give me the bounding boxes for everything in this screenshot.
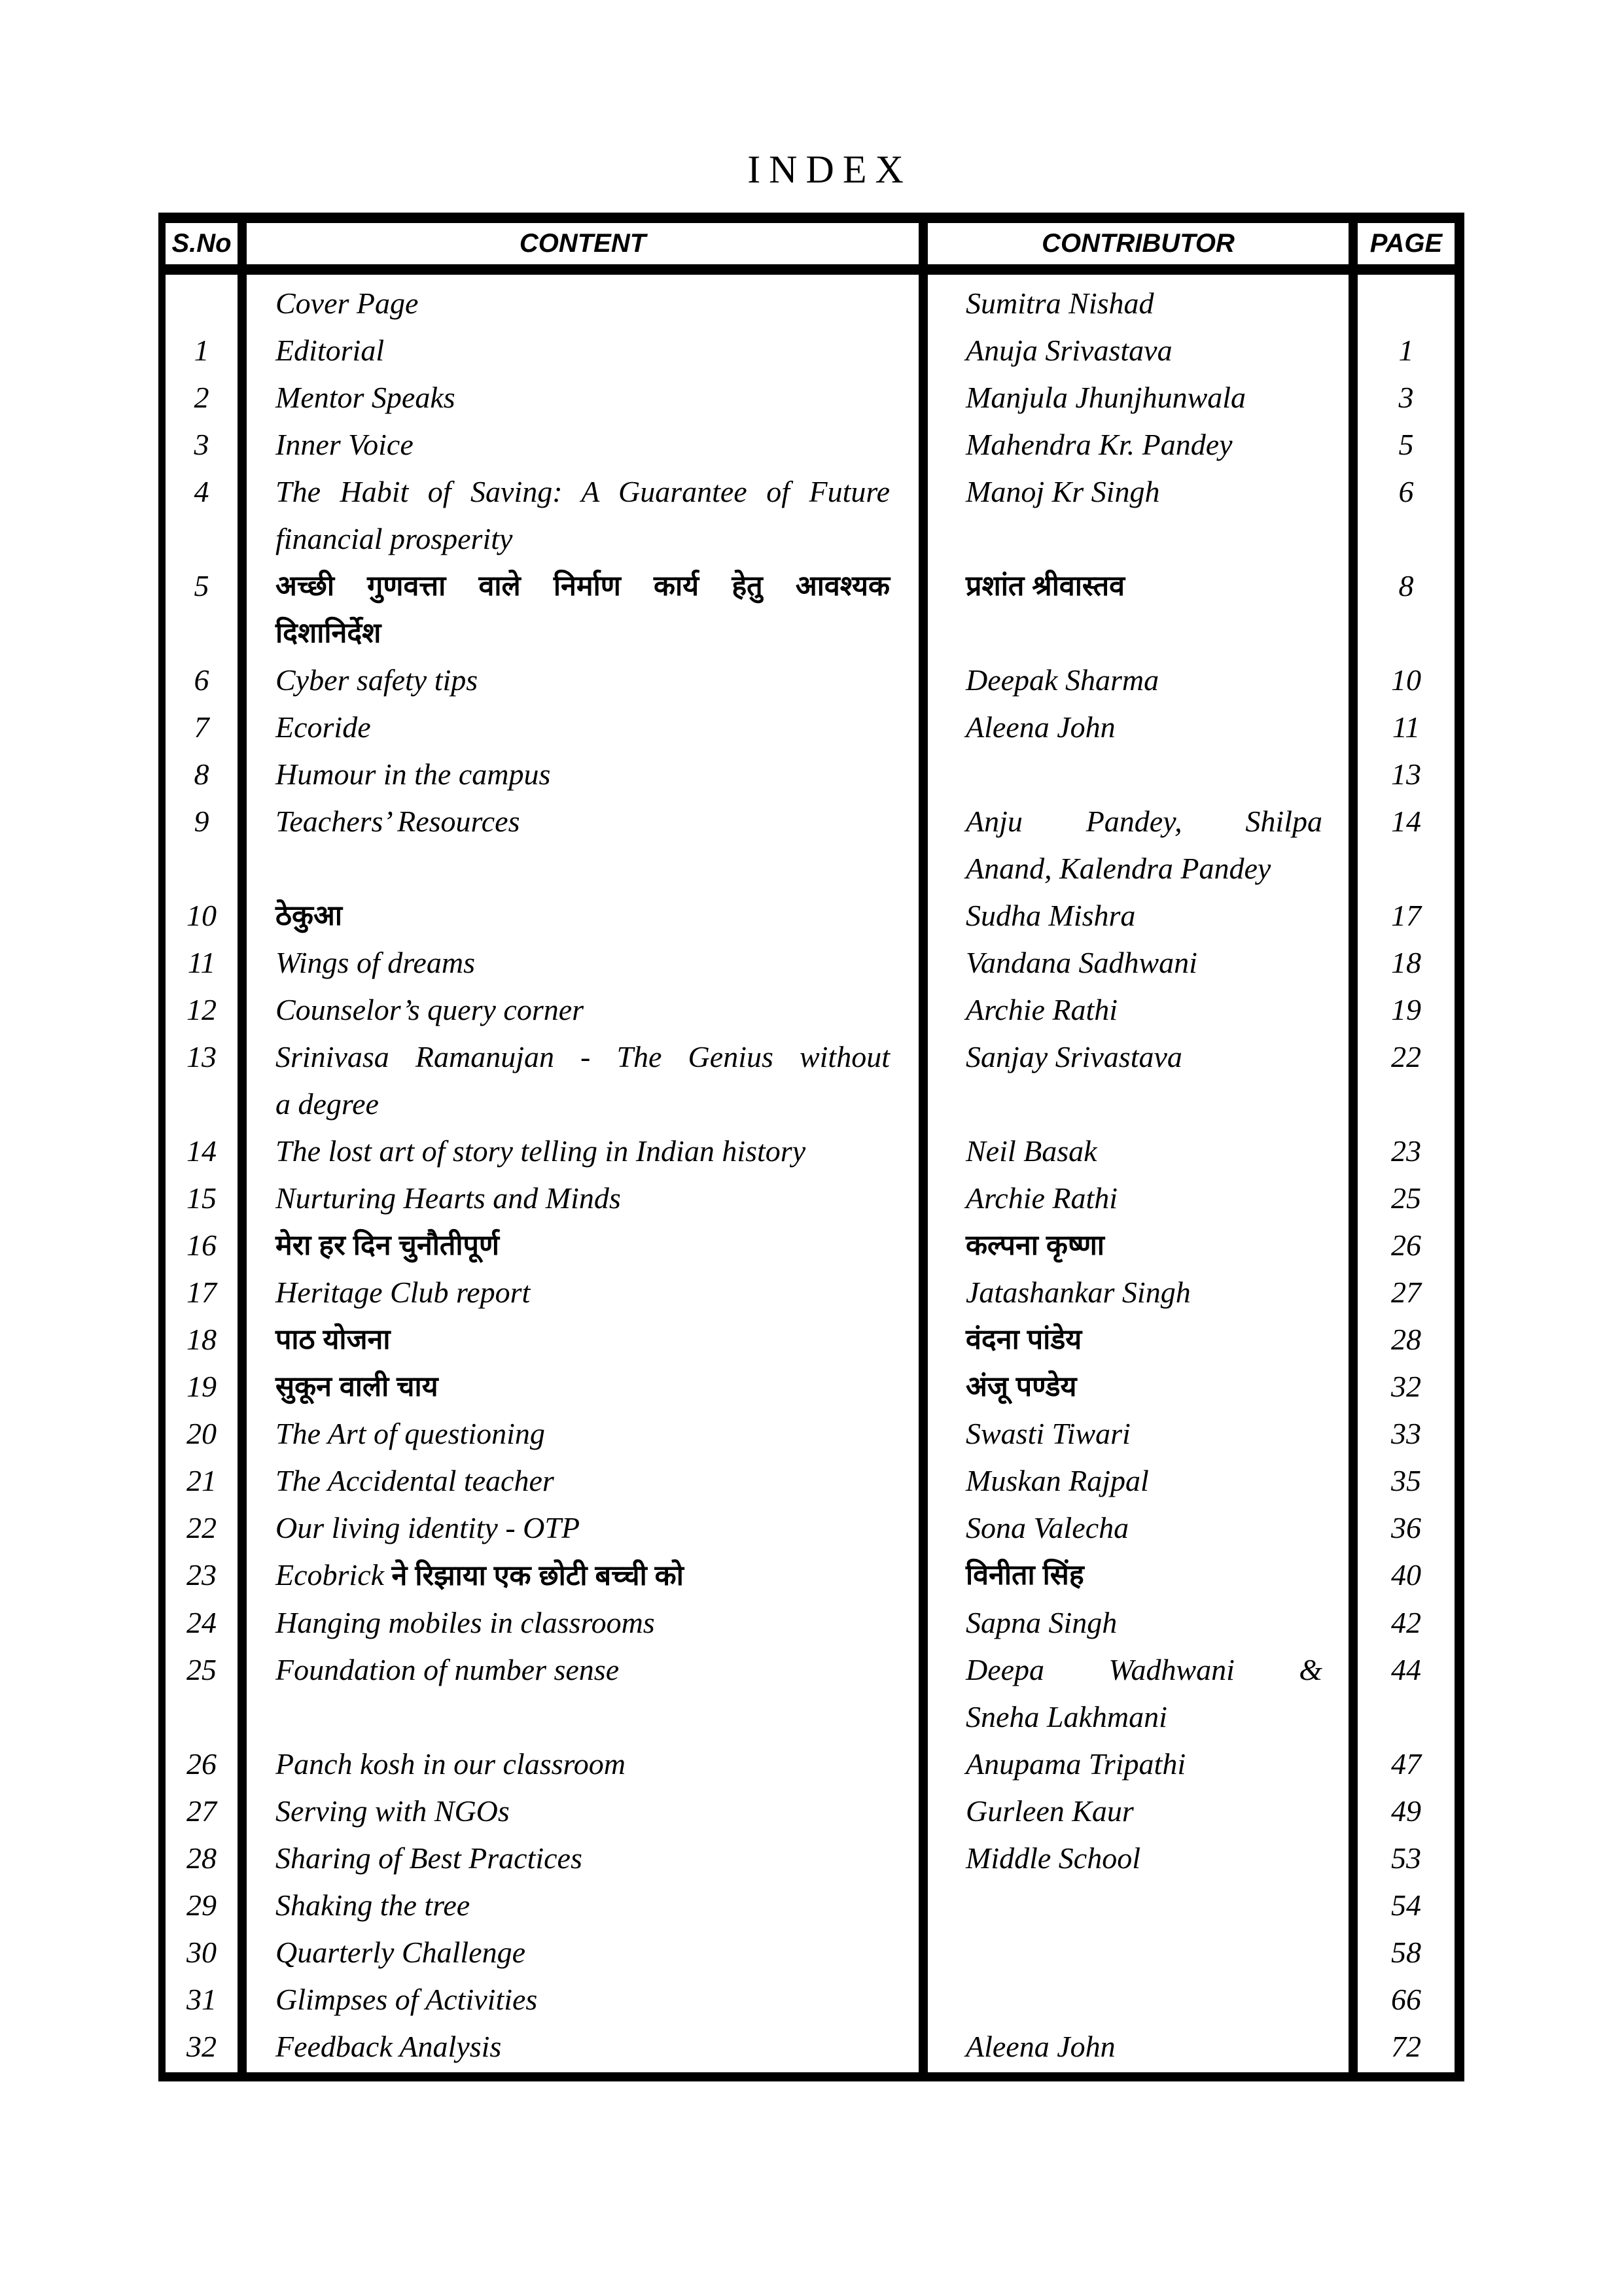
cell-content <box>247 1788 919 1835</box>
cell-content <box>247 1976 919 2023</box>
table-row <box>166 704 1455 751</box>
cell-page-number: 27 <box>1391 1276 1421 1309</box>
cell-contributor <box>928 939 1349 986</box>
text-line: Gurleen Kaur <box>966 1794 1134 1828</box>
text-line: Anju Pandey, Shilpa <box>966 805 1322 838</box>
cell-contributor <box>928 2023 1349 2070</box>
table-row <box>166 1882 1455 1929</box>
text-line: a degree <box>275 1087 379 1121</box>
cell-page-number: 26 <box>1391 1228 1421 1262</box>
cell-page-number: 35 <box>1391 1464 1421 1497</box>
text-line: Humour in the campus <box>275 757 551 791</box>
cell-contributor <box>928 280 1349 327</box>
cell-serial-number: 9 <box>194 805 209 838</box>
cell-contributor <box>928 1316 1349 1363</box>
cell-contributor <box>928 1741 1349 1788</box>
text-line: Nurturing Hearts and Minds <box>275 1181 621 1215</box>
text-line: Anuja Srivastava <box>966 334 1173 367</box>
cell-page-number: 44 <box>1391 1653 1421 1686</box>
cell-page-number: 18 <box>1391 946 1421 979</box>
text-line: The Art of questioning <box>275 1417 545 1450</box>
cell-contributor <box>928 1929 1349 1976</box>
column-divider <box>238 223 247 2072</box>
cell-page-number: 66 <box>1391 1983 1421 2016</box>
cell-serial-number: 10 <box>186 899 217 932</box>
text-line: Swasti Tiwari <box>966 1417 1131 1450</box>
text-line: Jatashankar Singh <box>966 1276 1191 1309</box>
cell-contributor <box>928 1976 1349 2023</box>
table-row <box>166 563 1455 657</box>
table-row <box>166 1505 1455 1552</box>
text-line: The Habit of Saving: A Guarantee of Future <box>275 475 890 508</box>
cell-contributor <box>928 421 1349 468</box>
cell-page-number: 23 <box>1391 1134 1421 1168</box>
cell-page-number: 40 <box>1391 1558 1421 1592</box>
cell-contributor <box>928 1034 1349 1128</box>
text-line: Cyber safety tips <box>275 663 478 697</box>
cell-contributor <box>928 1175 1349 1222</box>
text-line <box>275 1552 890 1599</box>
text-line: Srinivasa Ramanujan - The Genius without <box>275 1040 890 1073</box>
text-line: Heritage Club report <box>275 1276 531 1309</box>
cell-page-number: 1 <box>1398 334 1414 367</box>
cell-serial-number: 15 <box>186 1181 217 1215</box>
text-line: वंदना पांडेय <box>966 1324 1082 1355</box>
cell-page-number: 36 <box>1391 1511 1421 1544</box>
cell-page-number <box>1358 280 1455 327</box>
text-line: कल्पना कृष्णा <box>966 1230 1104 1261</box>
cell-serial-number <box>166 280 238 327</box>
cell-content <box>247 1646 919 1741</box>
cell-contributor <box>928 1222 1349 1269</box>
table-row <box>166 1976 1455 2023</box>
table-row <box>166 280 1455 327</box>
text-line: The Accidental teacher <box>275 1464 554 1497</box>
cell-serial-number: 28 <box>186 1841 217 1875</box>
table-row <box>166 1316 1455 1363</box>
cell-content <box>247 892 919 939</box>
table-row <box>166 798 1455 892</box>
cell-contributor <box>928 1410 1349 1457</box>
text-line: Feedback Analysis <box>275 2030 502 2063</box>
text-line: प्रशांत श्रीवास्तव <box>966 570 1125 602</box>
column-divider <box>919 223 928 2072</box>
text-line: Hanging mobiles in classrooms <box>275 1606 655 1639</box>
latin-text-segment: Ecobrick <box>275 1558 392 1592</box>
cell-content <box>247 704 919 751</box>
cell-content <box>247 280 919 327</box>
table-row <box>166 1410 1455 1457</box>
cell-page-number: 14 <box>1391 805 1421 838</box>
cell-content <box>247 563 919 657</box>
text-line: Sneha Lakhmani <box>966 1700 1167 1733</box>
header-content: CONTENT <box>519 229 646 258</box>
header-sno: S.No <box>171 229 232 258</box>
text-line: Our living identity - OTP <box>275 1511 580 1544</box>
cell-content <box>247 1741 919 1788</box>
text-line: Vandana Sadhwani <box>966 946 1197 979</box>
cell-contributor <box>928 1552 1349 1599</box>
cell-contributor <box>928 751 1349 798</box>
text-line: Sona Valecha <box>966 1511 1129 1544</box>
cell-serial-number: 26 <box>186 1747 217 1781</box>
cell-page-number: 19 <box>1391 993 1421 1026</box>
text-line: Glimpses of Activities <box>275 1983 538 2016</box>
cell-serial-number: 1 <box>194 334 209 367</box>
text-line: Serving with NGOs <box>275 1794 510 1828</box>
cell-content <box>247 327 919 374</box>
text-line: Sudha Mishra <box>966 899 1136 932</box>
text-line: Foundation of number sense <box>275 1653 620 1686</box>
cell-page-number: 54 <box>1391 1888 1421 1922</box>
cell-content <box>247 1128 919 1175</box>
table-row <box>166 1269 1455 1316</box>
cell-contributor <box>928 986 1349 1034</box>
cell-content <box>247 1222 919 1269</box>
text-line: Deepak Sharma <box>966 663 1159 697</box>
text-line: पाठ योजना <box>275 1324 391 1355</box>
table-row <box>166 751 1455 798</box>
cell-content <box>247 798 919 892</box>
cell-page-number: 17 <box>1391 899 1421 932</box>
text-line: विनीता सिंह <box>966 1559 1084 1591</box>
cell-content <box>247 421 919 468</box>
cell-serial-number: 2 <box>194 381 209 414</box>
cell-serial-number: 6 <box>194 663 209 697</box>
table-row <box>166 1646 1455 1741</box>
cell-contributor <box>928 1882 1349 1929</box>
table-row <box>166 1128 1455 1175</box>
cell-content <box>247 1175 919 1222</box>
cell-content <box>247 1316 919 1363</box>
cell-serial-number: 18 <box>186 1323 217 1356</box>
table-row <box>166 1599 1455 1646</box>
cell-page-number: 33 <box>1391 1417 1421 1450</box>
cell-serial-number: 13 <box>186 1040 217 1073</box>
cell-contributor <box>928 1646 1349 1741</box>
cell-contributor <box>928 1835 1349 1882</box>
cell-contributor <box>928 1505 1349 1552</box>
cell-content <box>247 1835 919 1882</box>
cell-content <box>247 2023 919 2070</box>
cell-serial-number: 11 <box>187 946 216 979</box>
text-line: Anupama Tripathi <box>966 1747 1186 1781</box>
index-table <box>158 213 1464 2081</box>
table-row <box>166 327 1455 374</box>
cell-contributor <box>928 374 1349 421</box>
cell-page-number: 58 <box>1391 1936 1421 1969</box>
cell-page-number: 25 <box>1391 1181 1421 1215</box>
cell-serial-number: 20 <box>186 1417 217 1450</box>
cell-serial-number: 23 <box>186 1558 217 1592</box>
text-line: अंजू पण्डेय <box>966 1371 1077 1402</box>
cell-content <box>247 1269 919 1316</box>
header-contributor: CONTRIBUTOR <box>1042 229 1235 258</box>
text-line: Panch kosh in our classroom <box>275 1747 626 1781</box>
cell-content <box>247 1505 919 1552</box>
cell-page-number: 28 <box>1391 1323 1421 1356</box>
cell-content <box>247 374 919 421</box>
hindi-text-segment: ने रिझाया एक छोटी बच्ची को <box>391 1560 684 1592</box>
cell-content <box>247 939 919 986</box>
cell-page-number: 53 <box>1391 1841 1421 1875</box>
table-row <box>166 2023 1455 2070</box>
text-line: Wings of dreams <box>275 946 475 979</box>
cell-serial-number: 17 <box>186 1276 217 1309</box>
cell-contributor <box>928 798 1349 892</box>
table-row <box>166 986 1455 1034</box>
text-line: Mahendra Kr. Pandey <box>966 428 1233 461</box>
cell-content <box>247 1599 919 1646</box>
cell-content <box>247 1034 919 1128</box>
text-line: Editorial <box>275 334 385 367</box>
cell-content <box>247 1410 919 1457</box>
cell-serial-number: 12 <box>186 993 217 1026</box>
cell-contributor <box>928 1269 1349 1316</box>
cell-contributor <box>928 1457 1349 1505</box>
table-row <box>166 1835 1455 1882</box>
cell-page-number: 3 <box>1398 381 1414 414</box>
cell-content <box>247 1457 919 1505</box>
text-line: financial prosperity <box>275 522 513 555</box>
cell-page-number: 8 <box>1398 569 1414 602</box>
text-line: Mentor Speaks <box>275 381 455 414</box>
cell-serial-number: 25 <box>186 1653 217 1686</box>
text-line: Teachers’ Resources <box>275 805 520 838</box>
cell-page-number: 47 <box>1391 1747 1421 1781</box>
cell-content <box>247 1929 919 1976</box>
table-row <box>166 421 1455 468</box>
cell-contributor <box>928 1363 1349 1410</box>
text-line: Sumitra Nishad <box>966 287 1154 320</box>
text-line: Shaking the tree <box>275 1888 470 1922</box>
text-line: Sapna Singh <box>966 1606 1118 1639</box>
cell-serial-number: 27 <box>186 1794 217 1828</box>
cell-serial-number: 8 <box>194 757 209 791</box>
table-row <box>166 1222 1455 1269</box>
table-row <box>166 1929 1455 1976</box>
cell-page-number: 72 <box>1391 2030 1421 2063</box>
cell-page-number: 10 <box>1391 663 1421 697</box>
cell-contributor <box>928 1788 1349 1835</box>
text-line: Aleena John <box>966 710 1116 744</box>
cell-page-number: 5 <box>1398 428 1414 461</box>
cell-contributor <box>928 704 1349 751</box>
text-line: Neil Basak <box>966 1134 1097 1168</box>
cell-serial-number: 7 <box>194 710 209 744</box>
text-line: अच्छी गुणवत्ता वाले निर्माण कार्य हेतु आवश्यक <box>275 570 890 602</box>
column-divider <box>1349 223 1358 2072</box>
cell-serial-number: 3 <box>194 428 209 461</box>
cell-content <box>247 1552 919 1599</box>
cell-page-number: 32 <box>1391 1370 1421 1403</box>
text-line: दिशानिर्देश <box>275 617 381 649</box>
table-row <box>166 1175 1455 1222</box>
cell-contributor <box>928 1128 1349 1175</box>
cell-page-number: 11 <box>1392 710 1421 744</box>
table-row <box>166 1457 1455 1505</box>
table-row <box>166 1363 1455 1410</box>
cell-serial-number: 22 <box>186 1511 217 1544</box>
text-line: Middle School <box>966 1841 1140 1875</box>
cell-page-number: 6 <box>1398 475 1414 508</box>
cell-page-number: 13 <box>1391 757 1421 791</box>
cell-page-number: 42 <box>1391 1606 1421 1639</box>
cell-content <box>247 657 919 704</box>
cell-serial-number: 32 <box>186 2030 217 2063</box>
text-line: ठेकुआ <box>275 900 342 931</box>
text-line: Quarterly Challenge <box>275 1936 525 1969</box>
text-line: Archie Rathi <box>966 993 1118 1026</box>
text-line: सुकून वाली चाय <box>275 1371 438 1402</box>
text-line: Sanjay Srivastava <box>966 1040 1182 1073</box>
cell-content <box>247 1882 919 1929</box>
cell-serial-number: 30 <box>186 1936 217 1969</box>
cell-serial-number: 24 <box>186 1606 217 1639</box>
text-line: Ecoride <box>275 710 371 744</box>
table-row <box>166 657 1455 704</box>
table-header-row <box>166 223 1455 275</box>
cell-serial-number: 29 <box>186 1888 217 1922</box>
cell-contributor <box>928 563 1349 657</box>
cell-serial-number: 21 <box>186 1464 217 1497</box>
cell-serial-number: 16 <box>186 1228 217 1262</box>
header-page: PAGE <box>1369 229 1443 258</box>
cell-content <box>247 1363 919 1410</box>
text-line: Cover Page <box>275 287 419 320</box>
cell-serial-number: 31 <box>186 1983 217 2016</box>
text-line: Counselor’s query corner <box>275 993 584 1026</box>
text-line: Aleena John <box>966 2030 1116 2063</box>
cell-content <box>247 468 919 563</box>
text-line: Sharing of Best Practices <box>275 1841 582 1875</box>
table-row <box>166 892 1455 939</box>
page-title: INDEX <box>747 148 912 191</box>
text-line: The lost art of story telling in Indian history <box>275 1134 806 1168</box>
text-line: Anand, Kalendra Pandey <box>966 852 1271 885</box>
table-row <box>166 1788 1455 1835</box>
text-line: Muskan Rajpal <box>966 1464 1149 1497</box>
cell-content <box>247 986 919 1034</box>
text-line: Manoj Kr Singh <box>966 475 1160 508</box>
cell-contributor <box>928 1599 1349 1646</box>
cell-contributor <box>928 892 1349 939</box>
table-row <box>166 374 1455 421</box>
cell-serial-number: 14 <box>186 1134 217 1168</box>
table-row <box>166 1552 1455 1599</box>
table-body <box>166 275 1455 2070</box>
cell-serial-number: 4 <box>194 475 209 508</box>
text-line: Archie Rathi <box>966 1181 1118 1215</box>
text-line: मेरा हर दिन चुनौतीपूर्ण <box>275 1230 500 1261</box>
table-row <box>166 1034 1455 1128</box>
text-line: Inner Voice <box>275 428 414 461</box>
table-row <box>166 1741 1455 1788</box>
cell-page-number: 22 <box>1391 1040 1421 1073</box>
cell-content <box>247 751 919 798</box>
cell-serial-number: 5 <box>194 569 209 602</box>
text-line: Deepa Wadhwani & <box>966 1653 1322 1686</box>
cell-contributor <box>928 468 1349 563</box>
cell-page-number: 49 <box>1391 1794 1421 1828</box>
table-row <box>166 939 1455 986</box>
cell-contributor <box>928 327 1349 374</box>
cell-serial-number: 19 <box>186 1370 217 1403</box>
text-line: Manjula Jhunjhunwala <box>966 381 1246 414</box>
table-row <box>166 468 1455 563</box>
cell-contributor <box>928 657 1349 704</box>
